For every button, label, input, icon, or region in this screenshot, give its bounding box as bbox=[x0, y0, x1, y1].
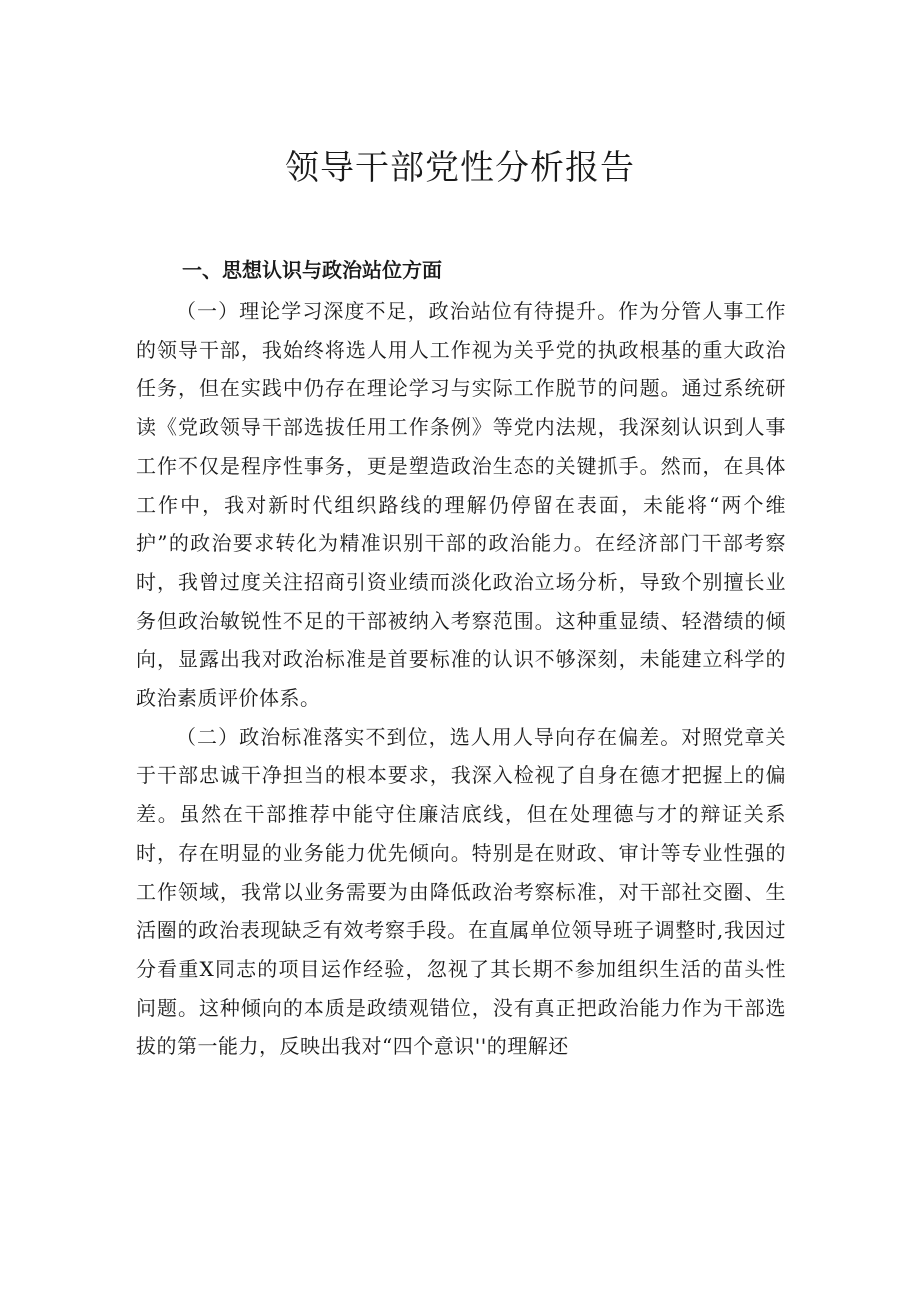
paragraph-1: （一）理论学习深度不足，政治站位有待提升。作为分管人事工作的领导干部，我始终将选人用人工作视为关乎党的执政根基的重大政治任务，但在实践中仍存在理论学习与实际工作脱节的问题。通过系统研读《党政领导干部选拔任用工作条例》等党内法规，我深刻认识到人事工作不仅是程序性事务，更是塑造政治生态的关键抓手。然而，在具体工作中，我对新时代组织路线的理解仍停留在表面，未能将“两个维护”的政治要求转化为精准识别干部的政治能力。在经济部门干部考察时，我曾过度关注招商引资业绩而淡化政治立场分析，导致个别擅长业务但政治敏锐性不足的干部被纳入考察范围。这种重显绩、轻潜绩的倾向，显露出我对政治标准是首要标准的认识不够深刻，未能建立科学的政治素质评价体系。 bbox=[136, 299, 786, 711]
document-title: 领导干部党性分析报告 bbox=[285, 148, 635, 188]
document-body bbox=[136, 292, 786, 1066]
paragraph-2: （二）政治标准落实不到位，选人用人导向存在偏差。对照党章关于干部忠诚干净担当的根本要求，我深入检视了自身在德才把握上的偏差。虽然在干部推荐中能守住廉洁底线，但在处理德与才的辩证关系时，存在明显的业务能力优先倾向。特别是在财政、审计等专业性强的工作领域，我常以业务需要为由降低政治考察标准，对干部社交圈、生活圈的政治表现缺乏有效考察手段。在直属单位领导班子调整时,我因过分看重X同志的项目运作经验，忽视了其长期不参加组织生活的苗头性问题。这种倾向的本质是政绩观错位，没有真正把政治能力作为干部选拔的第一能力，反映出我对“四个意识''的理解还 bbox=[136, 724, 786, 1059]
section-heading: 一、思想认识与政治站位方面 bbox=[182, 258, 442, 282]
